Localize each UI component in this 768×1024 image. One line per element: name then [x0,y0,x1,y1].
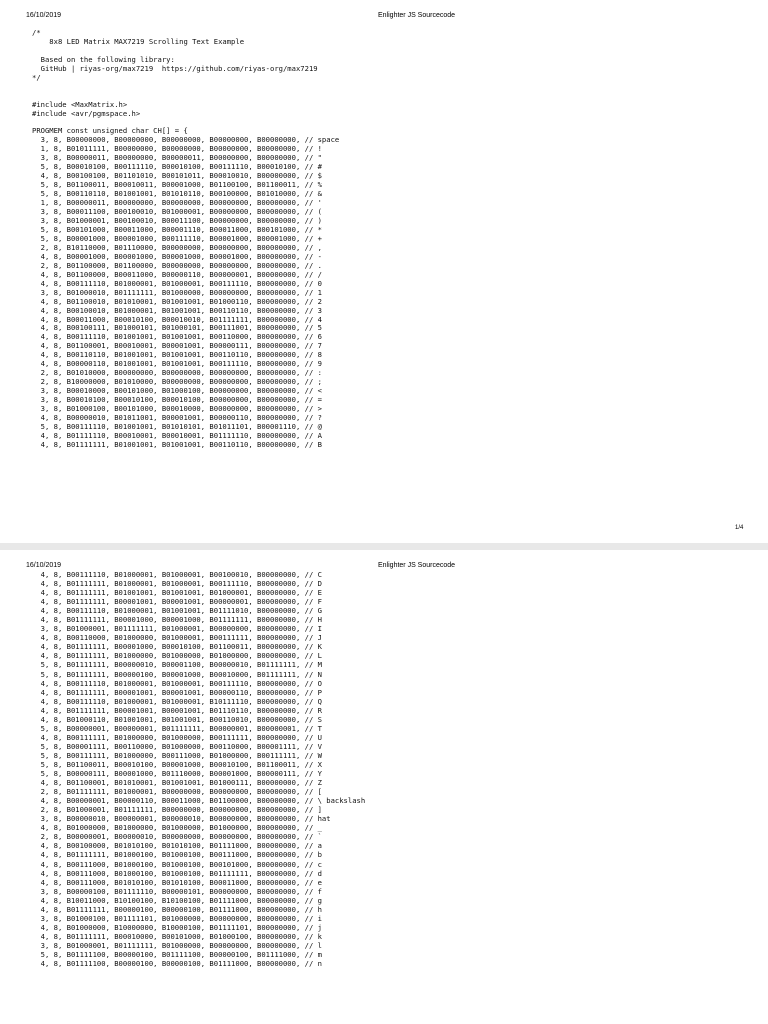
code-line: 4, 8, B00000001, B00000110, B00011000, B01100000, B00000000, // \ backslash [32,796,366,806]
code-line: 3, 8, B01000001, B00100010, B00011100, B00000000, B00000000, // ) [32,216,322,226]
code-line: 4, 8, B00111000, B01000100, B01000100, B00101000, B00000000, // c [32,859,322,869]
code-line: 4, 8, B01100001, B00010001, B00001001, B00000111, B00000000, // 7 [32,341,322,351]
code-line: 2, 8, B00000001, B00000010, B00000000, B00000000, B00000000, // ` [32,832,322,842]
code-line: 4, 8, B01111111, B01001001, B01001001, B01000001, B00000000, // E [32,588,322,598]
code-line: 5, 8, B00101000, B00011000, B00001110, B00011000, B00101000, // * [32,224,322,234]
code-line: 4, 8, B10011000, B10100100, B10100100, B01111000, B00000000, // g [32,895,322,905]
code-line: 5, 8, B01111100, B00000100, B01111100, B00000100, B01111000, // m [32,949,322,959]
code-line: 4, 8, B00111110, B01000001, B01000001, B00111110, B00000000, // 0 [32,278,322,288]
code-line: 4, 8, B01111111, B00001001, B00001001, B00000001, B00000000, // F [32,597,322,607]
page-header-title: Enlighter JS Sourcecode [378,12,456,19]
code-line: 4, 8, B00100000, B01010100, B01010100, B01111000, B00000000, // a [32,841,322,851]
document-page-2 [0,550,768,1024]
code-line: 5, 8, B00000111, B00001000, B01110000, B00001000, B00000111, // Y [32,769,322,779]
code-line: 3, 8, B00000100, B01111110, B00000101, B00000000, B00000000, // f [32,886,322,896]
code-line: 5, 8, B00111111, B01000000, B00111000, B01000000, B00111111, // W [32,750,322,760]
code-line: 4, 8, B01100001, B01010001, B01001001, B01000111, B00000000, // Z [32,778,322,788]
code-line: 3, 8, B00010000, B00101000, B01000100, B00000000, B00000000, // < [32,386,322,396]
code-line: 4, 8, B00110110, B01001001, B01001001, B00110110, B00000000, // 8 [32,350,322,360]
code-line: 5, 8, B00001000, B00001000, B00111110, B00001000, B00001000, // + [32,233,322,243]
code-line: 3, 8, B00000011, B00000000, B00000011, B00000000, B00000000, // " [32,153,322,163]
code-line: 3, 8, B01000001, B01111111, B01000001, B00000000, B00000000, // I [32,624,322,634]
code-line: 3, 8, B00000000, B00000000, B00000000, B00000000, B00000000, // space [32,135,340,145]
code-line: 4, 8, B01111111, B00000100, B00000100, B01111000, B00000000, // h [32,904,322,914]
code-line: 2, 8, B10000000, B01010000, B00000000, B00000000, B00000000, // ; [32,377,322,387]
code-line: 4, 8, B01111111, B01001001, B01001001, B00110110, B00000000, // B [32,439,322,449]
code-line: */ [32,72,41,82]
code-line: 4, 8, B00111111, B01000000, B01000000, B00111111, B00000000, // U [32,732,322,742]
code-line: 5, 8, B01111111, B00000010, B00001100, B00000010, B01111111, // M [32,660,322,670]
code-line: 4, 8, B01111111, B00010000, B00101000, B01000100, B00000000, // k [32,931,322,941]
code-line: 3, 8, B01000100, B00101000, B00010000, B00000000, B00000000, // > [32,404,322,414]
code-line: 4, 8, B00000110, B01001001, B01001001, B00111110, B00000000, // 9 [32,359,322,369]
code-line: 4, 8, B01111111, B00001000, B00010100, B01100011, B00000000, // K [32,642,322,652]
code-line: 4, 8, B00001000, B00001000, B00001000, B00001000, B00000000, // - [32,251,322,261]
code-line: 4, 8, B01111100, B00000100, B00000100, B01111000, B00000000, // n [32,959,322,969]
code-line: 5, 8, B00110110, B01001001, B01010110, B00100000, B01010000, // & [32,189,322,199]
code-line: 4, 8, B01111111, B00001001, B00001001, B00000110, B00000000, // P [32,687,322,697]
code-line: 4, 8, B01100010, B01010001, B01001001, B01000110, B00000000, // 2 [32,296,322,306]
code-line: 4, 8, B00100111, B01000101, B01000101, B00111001, B00000000, // 5 [32,323,322,333]
code-line: 5, 8, B00000001, B00000001, B01111111, B00000001, B00000001, // T [32,723,322,733]
page-header-title: Enlighter JS Sourcecode [378,562,456,569]
code-line: 4, 8, B00111110, B01000001, B01001001, B01111010, B00000000, // G [32,606,322,616]
code-line: 5, 8, B00111110, B01001001, B01010101, B01011101, B00001110, // @ [32,421,322,431]
code-line: 8x8 LED Matrix MAX7219 Scrolling Text Example [32,36,245,46]
code-line: 4, 8, B00111110, B01000001, B01000001, B00100010, B00000000, // C [32,570,322,579]
code-line: 3, 8, B00010100, B00010100, B00010100, B00000000, B00000000, // = [32,395,322,405]
code-line: #include <avr/pgmspace.h> [32,108,141,118]
code-line: PROGMEM const unsigned char CH[] = { [32,126,188,136]
code-line: 4, 8, B01111111, B00001000, B00001000, B01111111, B00000000, // H [32,615,322,625]
code-line [32,83,339,92]
code-line: 3, 8, B01000001, B01111111, B01000000, B00000000, B00000000, // l [32,940,322,950]
code-line: 3, 8, B01000010, B01111111, B01000000, B00000000, B00000000, // 1 [32,287,322,297]
code-line: 4, 8, B00111000, B01000100, B01000100, B01111111, B00000000, // d [32,868,322,878]
page-header-date: 16/10/2019 [26,12,62,19]
code-line: 5, 8, B01111111, B00000100, B00001000, B00010000, B01111111, // N [32,669,322,679]
code-line: 4, 8, B01111111, B00001001, B00001001, B01110110, B00000000, // R [32,705,322,715]
code-line: 4, 8, B01100000, B00011000, B00000110, B00000001, B00000000, // / [32,269,322,279]
code-line: GitHub | riyas-org/max7219 https://github.com/riyas-org/max7219 [32,63,318,73]
code-line: 3, 8, B00000010, B00000001, B00000010, B00000000, B00000000, // hat [32,814,331,824]
code-line: 2, 8, B10110000, B01110000, B00000000, B00000000, B00000000, // , [32,242,322,252]
code-line: 5, 8, B00010100, B00111110, B00010100, B00111110, B00010100, // # [32,162,322,172]
code-block [32,29,339,450]
code-line: 4, 8, B01111110, B00010001, B00010001, B01111110, B00000000, // A [32,430,322,440]
code-line: 4, 8, B01111111, B01000000, B01000000, B01000000, B00000000, // L [32,651,322,661]
code-line: 4, 8, B01000000, B01000000, B01000000, B01000000, B00000000, // _ [32,823,322,833]
code-line: 3, 8, B00011100, B00100010, B01000001, B00000000, B00000000, // ( [32,207,322,217]
code-line: /* [32,28,41,37]
code-line: 2, 8, B01111111, B01000001, B00000000, B00000000, B00000000, // [ [32,787,322,797]
code-line: 4, 8, B00111110, B01000001, B01000001, B00111110, B00000000, // O [32,678,322,688]
code-block [32,570,365,968]
page-separator [0,543,768,550]
code-line: 4, 8, B01111111, B01000100, B01000100, B00111000, B00000000, // b [32,850,322,860]
code-line: 5, 8, B00001111, B00110000, B01000000, B00110000, B00001111, // V [32,741,322,751]
code-line: Based on the following library: [32,54,175,64]
code-line: 4, 8, B00100010, B01000001, B01001001, B00110110, B00000000, // 3 [32,305,322,315]
code-line: 4, 8, B01111111, B01000001, B01000001, B00111110, B00000000, // D [32,579,322,589]
code-line: #include <MaxMatrix.h> [32,99,128,109]
code-line: 4, 8, B01000000, B10000000, B10000100, B01111101, B00000000, // j [32,922,322,932]
code-line: 1, 8, B01011111, B00000000, B00000000, B00000000, B00000000, // ! [32,144,322,154]
code-line: 2, 8, B01100000, B01100000, B00000000, B00000000, B00000000, // . [32,260,322,270]
code-line: 4, 8, B01000110, B01001001, B01001001, B00110010, B00000000, // S [32,714,322,724]
page-number: 1/4 [735,525,744,531]
code-line: 3, 8, B01000100, B01111101, B01000000, B00000000, B00000000, // i [32,913,322,923]
code-line: 5, 8, B01100011, B00010011, B00001000, B01100100, B01100011, // % [32,180,322,190]
code-line: 1, 8, B00000011, B00000000, B00000000, B00000000, B00000000, // ' [32,198,322,208]
code-line: 4, 8, B00111110, B01001001, B01001001, B00110000, B00000000, // 6 [32,332,322,342]
code-line: 4, 8, B00000010, B01011001, B00001001, B00000110, B00000000, // ? [32,412,322,422]
code-line: 2, 8, B01000001, B01111111, B00000000, B00000000, B00000000, // ] [32,805,322,815]
code-line: 5, 8, B01100011, B00010100, B00001000, B00010100, B01100011, // X [32,759,322,769]
page-header-date: 16/10/2019 [26,562,62,569]
code-line: 4, 8, B00110000, B01000000, B01000001, B00111111, B00000000, // J [32,633,322,643]
code-line: 2, 8, B01010000, B00000000, B00000000, B00000000, B00000000, // : [32,368,322,378]
code-line: 4, 8, B00111110, B01000001, B01000001, B10111110, B00000000, // Q [32,696,322,706]
code-line: 4, 8, B00011000, B00010100, B00010010, B01111111, B00000000, // 4 [32,314,322,324]
code-line: 4, 8, B00111000, B01010100, B01010100, B00011000, B00000000, // e [32,877,322,887]
code-line: 4, 8, B00100100, B01101010, B00101011, B00010010, B00000000, // $ [32,171,322,181]
